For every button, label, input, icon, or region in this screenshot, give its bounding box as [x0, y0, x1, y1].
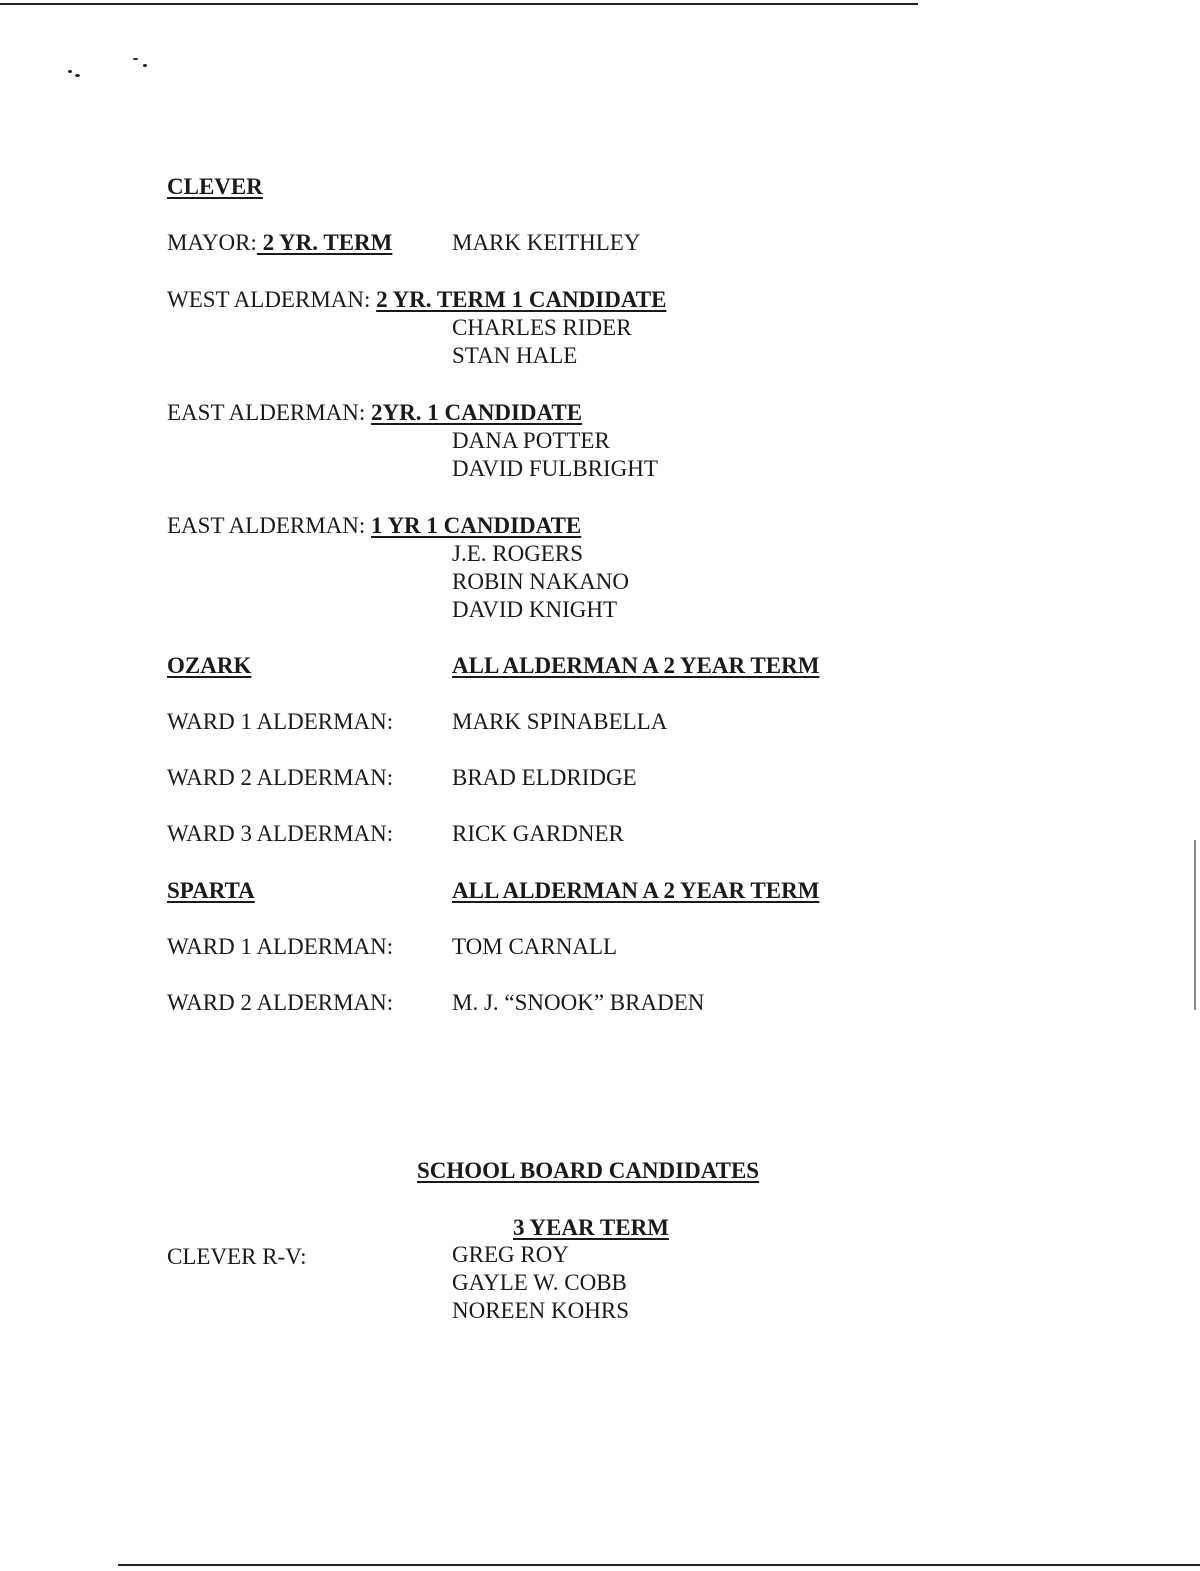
candidate-name: RICK GARDNER	[452, 821, 624, 846]
candidate-name: NOREEN KOHRS	[452, 1298, 629, 1323]
mayor-label: MAYOR:	[167, 230, 257, 255]
east-alderman-label: EAST ALDERMAN:	[167, 513, 372, 538]
east-alderman-2yr-line	[167, 399, 582, 427]
bottom-scan-rule	[118, 1564, 1200, 1566]
top-scan-rule	[0, 3, 918, 5]
right-scan-edge	[1194, 840, 1196, 1010]
scan-speck	[68, 70, 72, 73]
mayor-line	[167, 229, 392, 257]
mayor-term: 2 YR. TERM	[256, 230, 393, 255]
west-alderman-line	[167, 286, 666, 314]
candidate-name: GREG ROY	[452, 1242, 569, 1267]
west-alderman-term: 2 YR. TERM 1 CANDIDATE	[376, 287, 667, 312]
candidate-name: CHARLES RIDER	[452, 315, 632, 340]
sparta-heading: SPARTA	[167, 878, 255, 903]
scan-speck	[143, 64, 147, 67]
ozark-heading: OZARK	[167, 653, 252, 678]
clever-heading: CLEVER	[167, 174, 263, 199]
district-label: CLEVER R-V:	[167, 1244, 307, 1269]
candidate-name: MARK SPINABELLA	[452, 709, 668, 734]
school-board-heading: SCHOOL BOARD CANDIDATES	[417, 1158, 760, 1183]
ward-label: WARD 1 ALDERMAN:	[167, 934, 394, 959]
ozark-term-note: ALL ALDERMAN A 2 YEAR TERM	[452, 653, 820, 678]
candidate-name: M. J. “SNOOK” BRADEN	[452, 990, 705, 1015]
west-alderman-label: WEST ALDERMAN:	[167, 287, 377, 312]
ward-label: WARD 3 ALDERMAN:	[167, 821, 394, 846]
east-alderman-1yr-line	[167, 512, 581, 540]
scan-speck	[133, 58, 138, 60]
mayor-candidate: MARK KEITHLEY	[452, 230, 641, 255]
candidate-name: BRAD ELDRIDGE	[452, 765, 637, 790]
east-alderman-term: 2YR. 1 CANDIDATE	[371, 400, 583, 425]
candidate-name: DAVID KNIGHT	[452, 597, 618, 622]
ward-label: WARD 1 ALDERMAN:	[167, 709, 394, 734]
candidate-name: DANA POTTER	[452, 428, 610, 453]
east-alderman-label: EAST ALDERMAN:	[167, 400, 372, 425]
east-alderman-term: 1 YR 1 CANDIDATE	[371, 513, 582, 538]
candidate-name: DAVID FULBRIGHT	[452, 456, 658, 481]
candidate-name: GAYLE W. COBB	[452, 1270, 627, 1295]
candidate-name: J.E. ROGERS	[452, 541, 583, 566]
candidate-name: STAN HALE	[452, 343, 578, 368]
scan-speck	[75, 74, 80, 77]
ward-label: WARD 2 ALDERMAN:	[167, 765, 394, 790]
school-board-term: 3 YEAR TERM	[513, 1215, 669, 1240]
sparta-term-note: ALL ALDERMAN A 2 YEAR TERM	[452, 878, 820, 903]
ward-label: WARD 2 ALDERMAN:	[167, 990, 394, 1015]
candidate-name: ROBIN NAKANO	[452, 569, 629, 594]
candidate-name: TOM CARNALL	[452, 934, 618, 959]
